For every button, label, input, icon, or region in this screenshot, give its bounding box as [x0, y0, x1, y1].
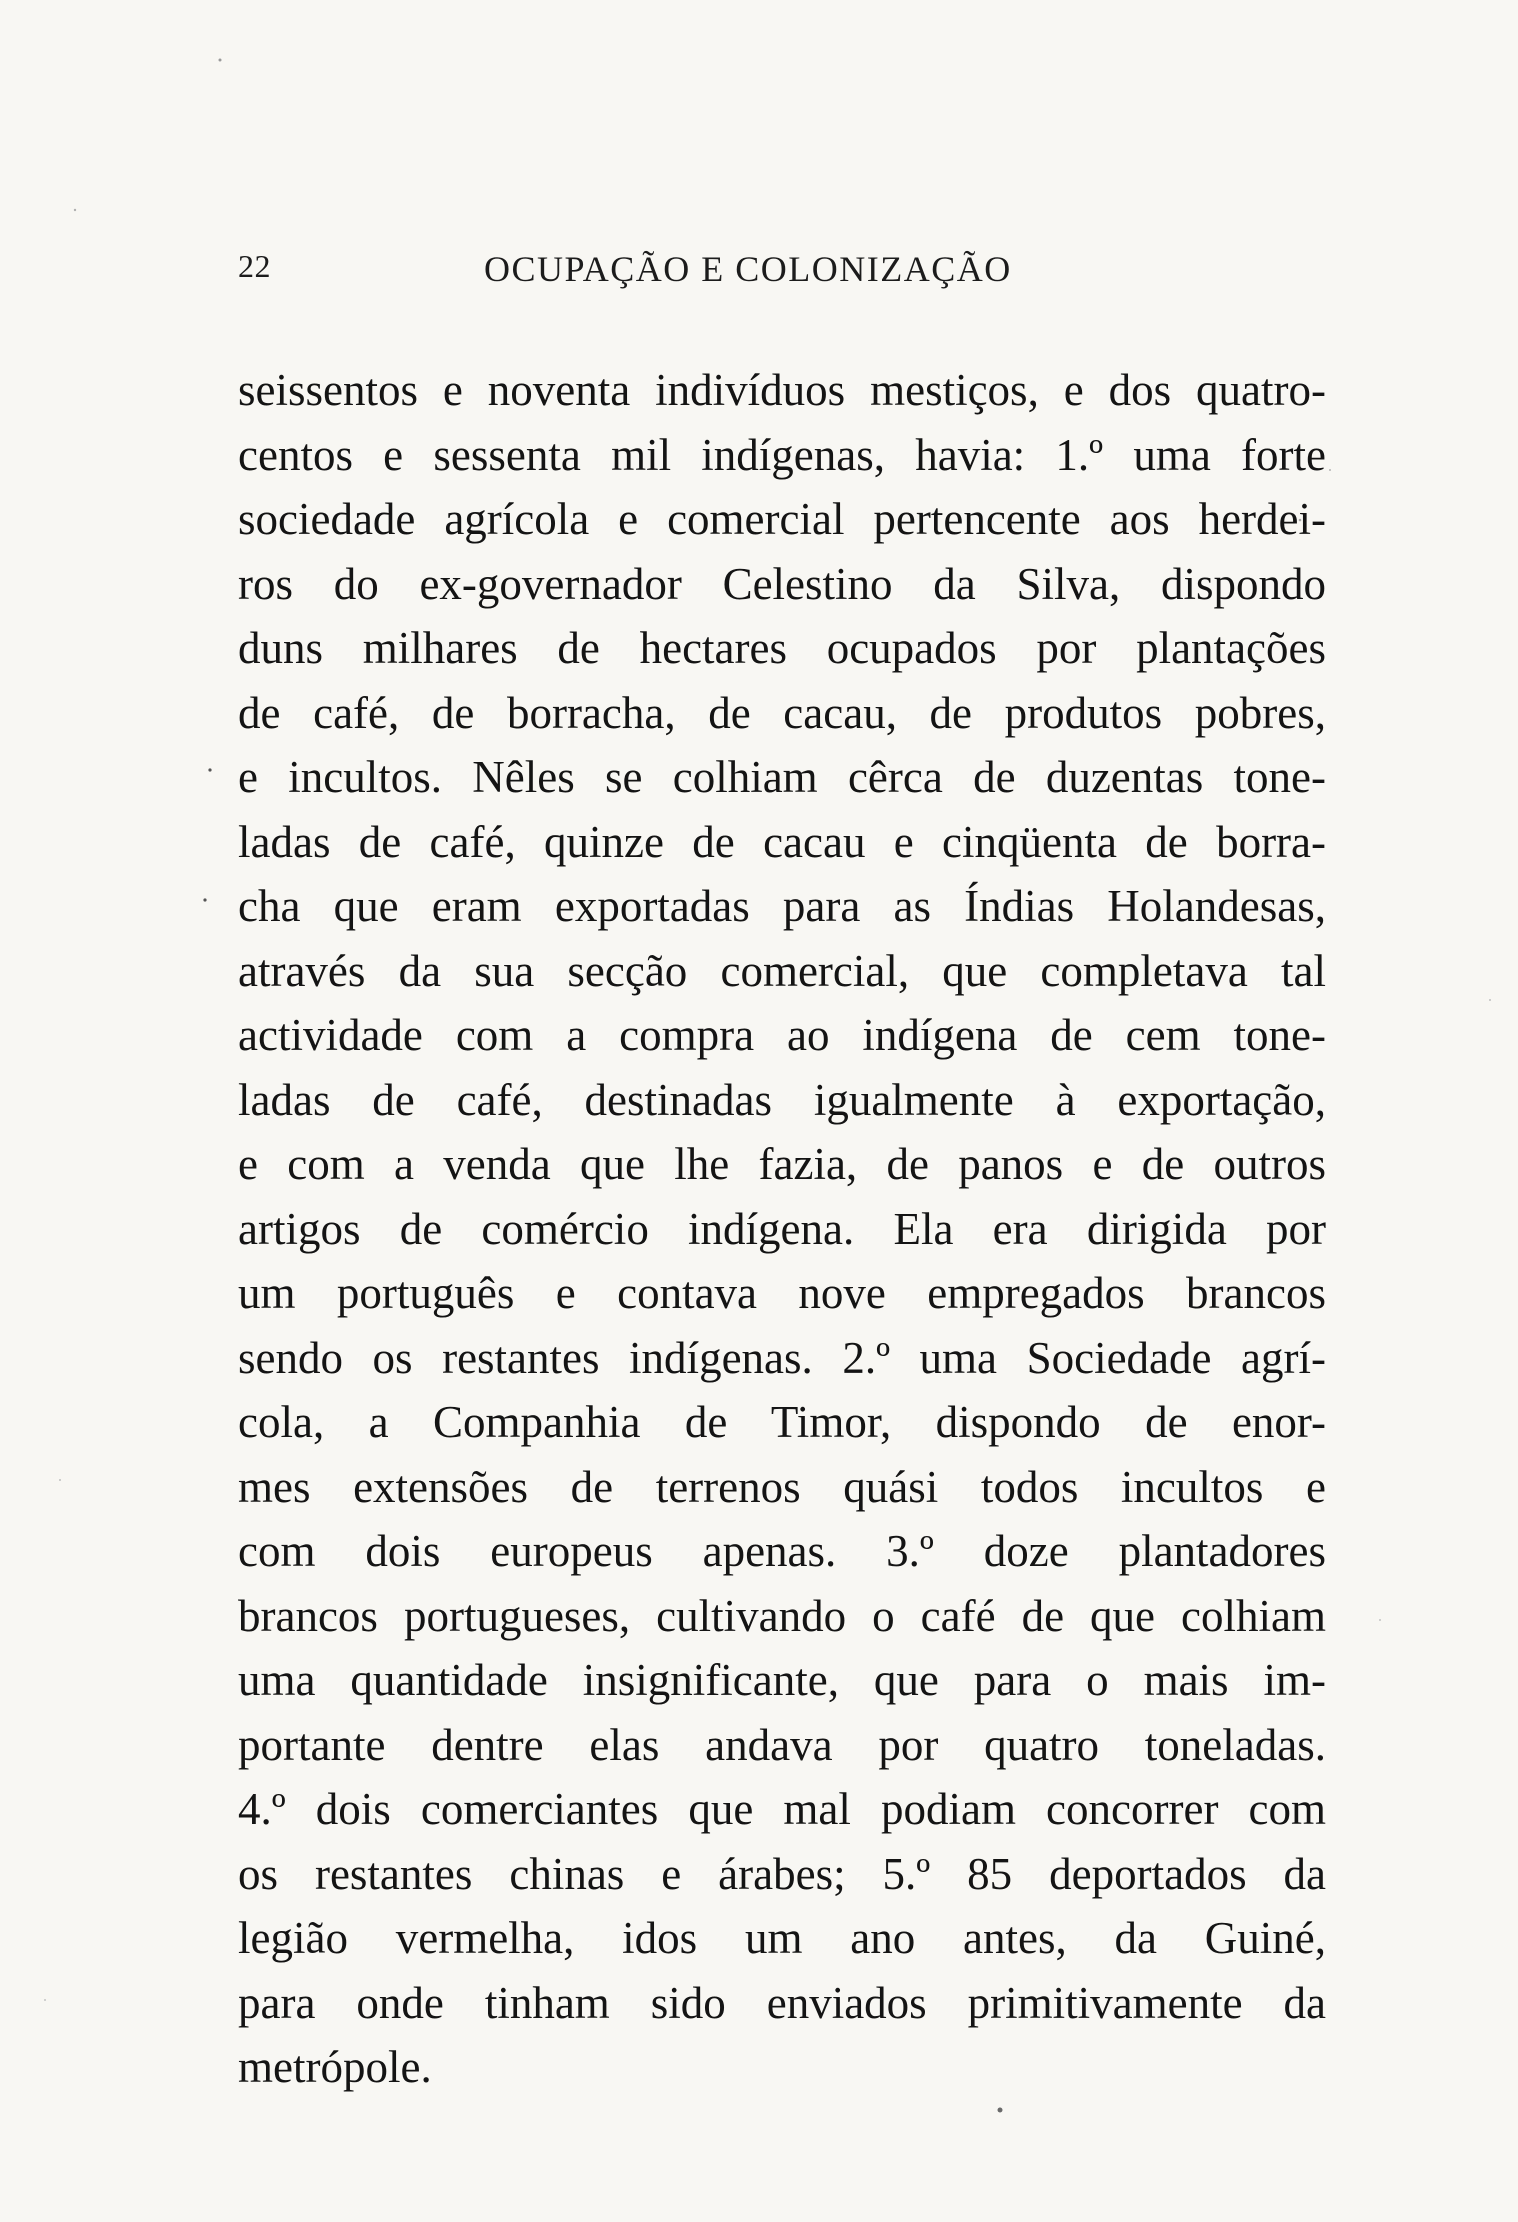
text-line: ladas de café, quinze de cacau e cinqüenta de borra- [238, 816, 1326, 867]
text-line: um português e contava nove empregados brancos [238, 1268, 1326, 1318]
text-line: actividade com a compra ao indígena de cem tone- [238, 1010, 1326, 1060]
text-line: ladas de café, destinadas igualmente à exportação, [238, 1074, 1326, 1125]
text-line: cola, a Companhia de Timor, dispondo de enor- [238, 1397, 1326, 1447]
text-line: para onde tinham sido enviados primitivamente da [238, 1977, 1326, 2028]
text-line: 4.º dois comerciantes que mal podiam concorrer com [238, 1784, 1326, 1834]
page-header [238, 248, 1328, 298]
text-line: cha que eram exportadas para as Índias Holandesas, [238, 881, 1326, 931]
page-number: 22 [238, 248, 271, 284]
text-line: duns milhares de hectares ocupados por plantações [238, 623, 1326, 673]
text-line: e incultos. Nêles se colhiam cêrca de duzentas tone- [238, 752, 1326, 802]
text-line: ros do ex-governador Celestino da Silva, dispondo [238, 558, 1326, 609]
text-line: com dois europeus apenas. 3.º doze plantadores [238, 1526, 1326, 1576]
body-paragraph [238, 358, 1326, 2100]
text-line: legião vermelha, idos um ano antes, da Guiné, [238, 1913, 1326, 1963]
text-line: centos e sessenta mil indígenas, havia: 1.º uma forte [238, 429, 1326, 480]
text-line: mes extensões de terrenos quási todos incultos e [238, 1461, 1326, 1512]
text-line: portante dentre elas andava por quatro toneladas. [238, 1719, 1326, 1770]
running-title: OCUPAÇÃO E COLONIZAÇÃO [484, 249, 1012, 289]
text-line: de café, de borracha, de cacau, de produtos pobres, [238, 687, 1326, 738]
text-line: metrópole. [238, 2042, 432, 2092]
text-line: os restantes chinas e árabes; 5.º 85 deportados da [238, 1848, 1326, 1899]
text-line: seissentos e noventa indivíduos mestiços, e dos quatro- [238, 365, 1326, 415]
text-line: sendo os restantes indígenas. 2.º uma Sociedade agrí- [238, 1332, 1326, 1383]
text-line: sociedade agrícola e comercial pertencente aos herdei- [238, 494, 1326, 544]
text-line: uma quantidade insignificante, que para o mais im- [238, 1655, 1326, 1705]
text-line: artigos de comércio indígena. Ela era dirigida por [238, 1203, 1326, 1254]
text-line: e com a venda que lhe fazia, de panos e de outros [238, 1139, 1326, 1189]
text-line: brancos portugueses, cultivando o café de que colhiam [238, 1590, 1326, 1641]
text-line: através da sua secção comercial, que completava tal [238, 945, 1326, 996]
